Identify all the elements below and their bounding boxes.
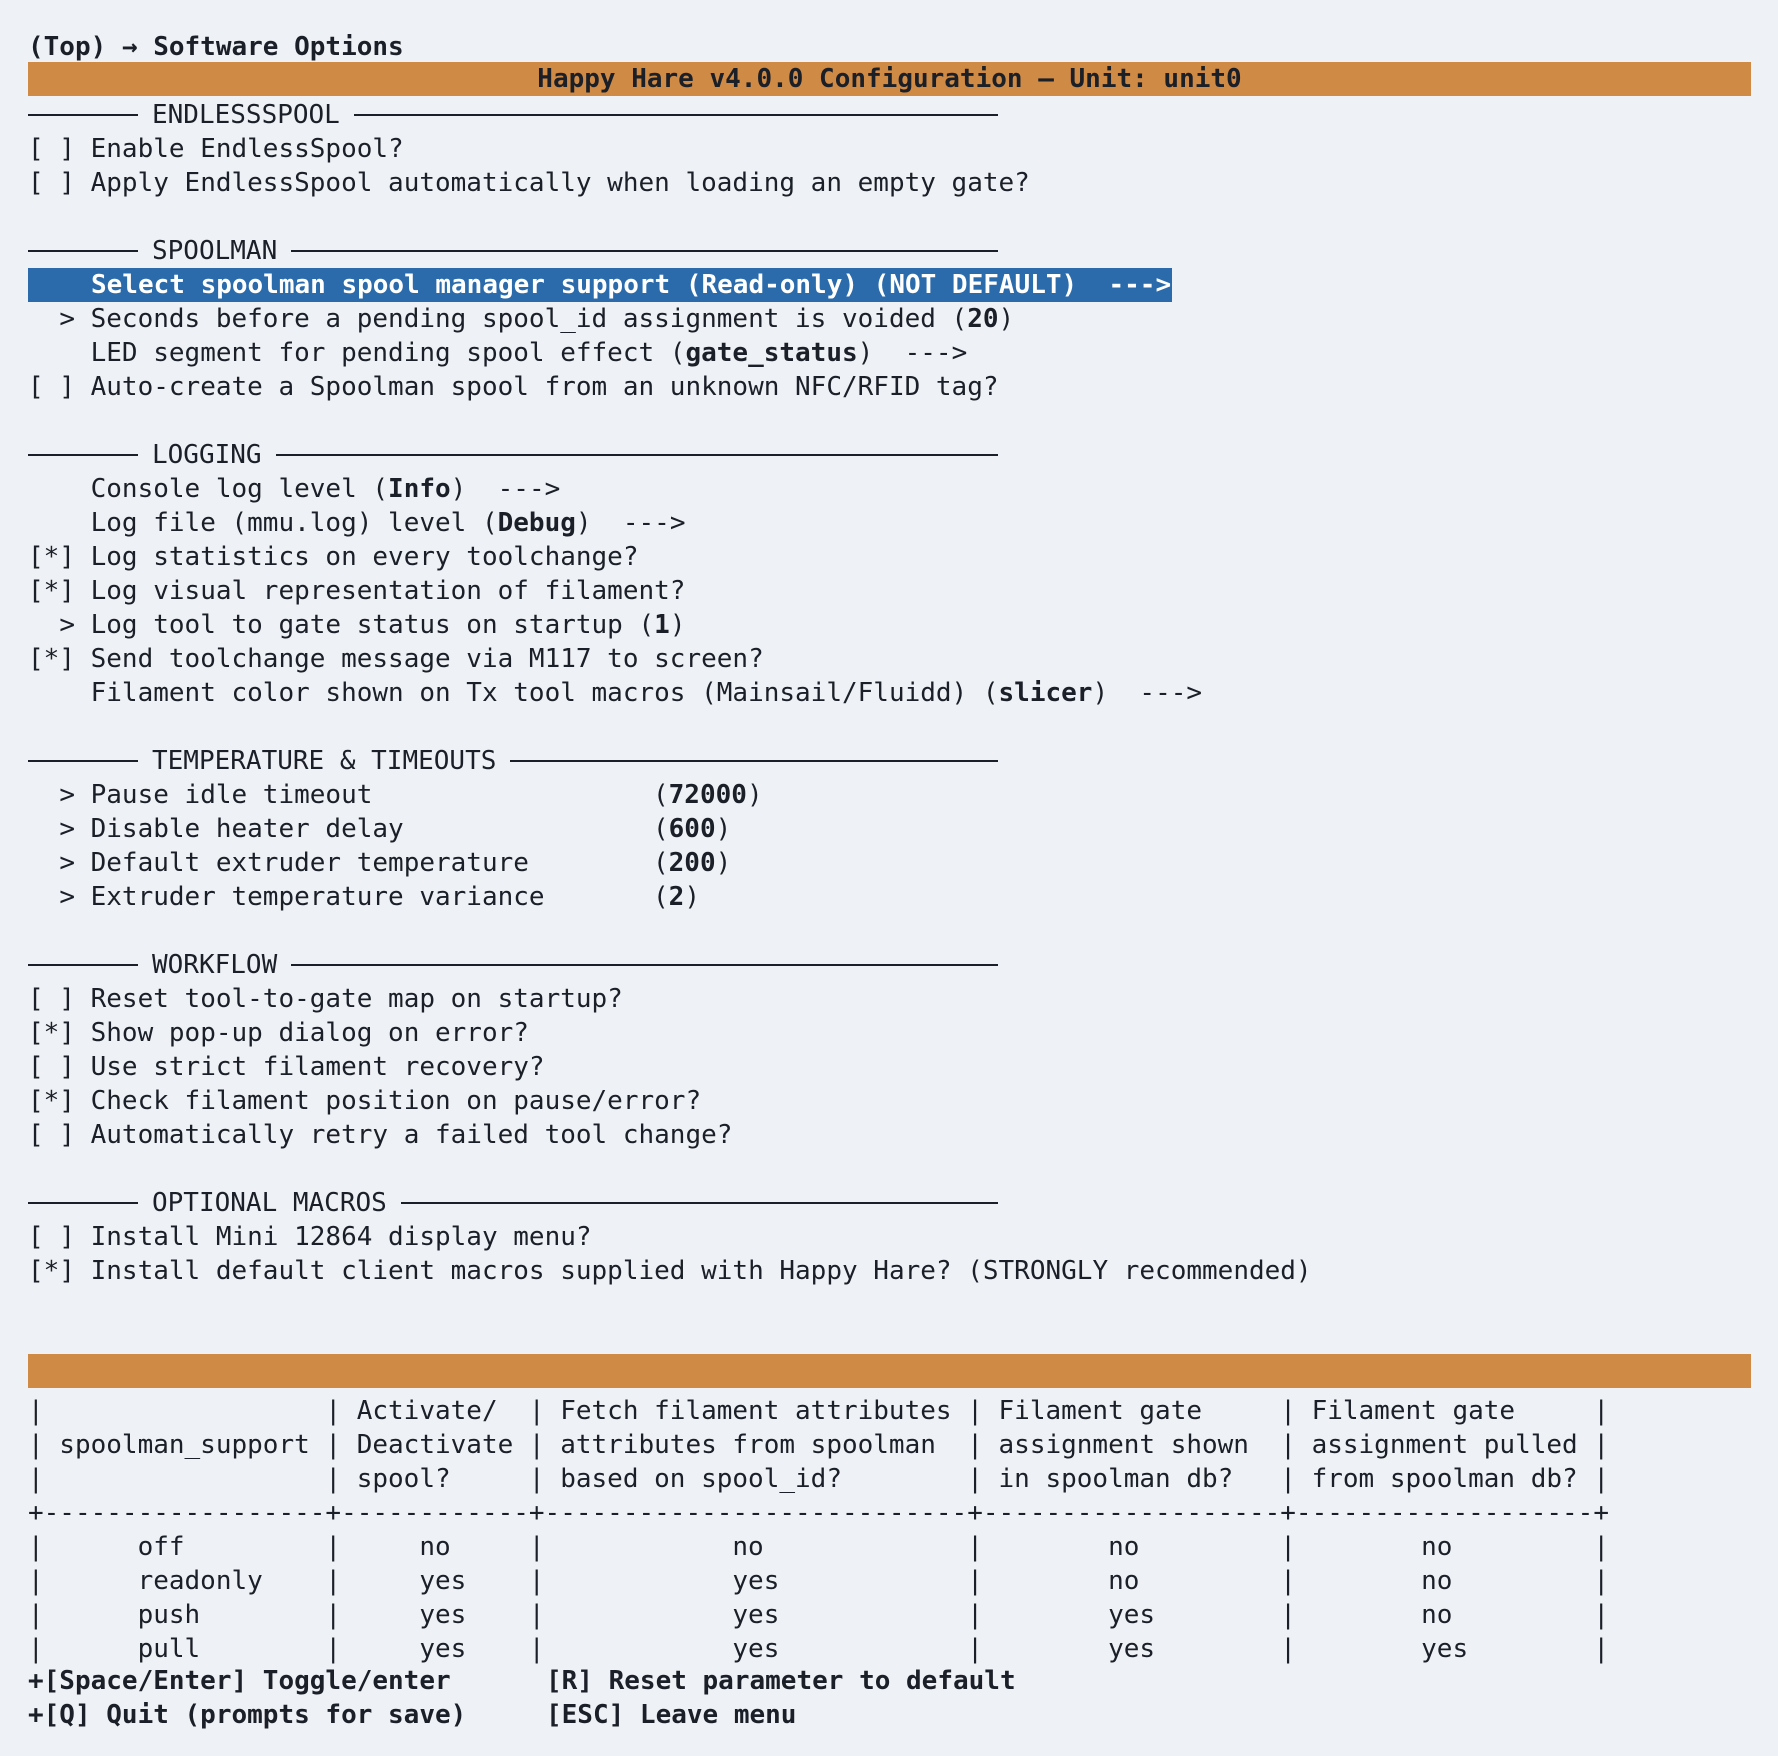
checkbox[interactable]: [ ] bbox=[28, 984, 75, 1014]
option-log-ttg-status[interactable] bbox=[28, 608, 685, 642]
edit-marker: > bbox=[59, 882, 75, 912]
section-title: SPOOLMAN bbox=[152, 236, 278, 266]
section-title: LOGGING bbox=[152, 440, 262, 470]
option-client-macros[interactable] bbox=[28, 1254, 1312, 1288]
option-label: Default extruder temperature bbox=[90, 848, 529, 878]
checkbox[interactable]: [ ] bbox=[28, 1052, 75, 1082]
paren-close: ) bbox=[575, 508, 592, 538]
section-optional-macros bbox=[28, 1186, 998, 1220]
section-title: ENDLESSSPOOL bbox=[152, 100, 340, 130]
section-rule bbox=[276, 454, 998, 456]
submenu-arrow: ---> bbox=[622, 508, 686, 538]
help-table-row: | pull | yes | yes | yes | yes | bbox=[28, 1634, 1609, 1664]
help-table-header-line: | spoolman_support | Deactivate | attributes from spoolman | assignment shown | assignment pulled | bbox=[28, 1430, 1609, 1460]
key-hint-esc: [ESC] Leave menu bbox=[546, 1700, 797, 1730]
key-hint-toggle: +[Space/Enter] Toggle/enter bbox=[28, 1666, 451, 1696]
option-label: Seconds before a pending spool_id assignment is voided ( bbox=[90, 304, 968, 334]
option-value: 1 bbox=[654, 610, 670, 640]
option-value: 200 bbox=[668, 848, 716, 878]
option-enable-endlessspool[interactable] bbox=[28, 132, 404, 166]
option-mini12864-menu[interactable] bbox=[28, 1220, 592, 1254]
option-label: Disable heater delay bbox=[90, 814, 404, 844]
option-label: Select spoolman spool manager support (Read-only) (NOT DEFAULT) bbox=[91, 270, 1078, 300]
option-auto-create-spool[interactable] bbox=[28, 370, 999, 404]
section-rule bbox=[28, 1202, 138, 1204]
option-led-segment[interactable] bbox=[28, 336, 967, 370]
help-table-row: | off | no | no | no | no | bbox=[28, 1532, 1609, 1562]
section-rule bbox=[28, 964, 138, 966]
checkbox[interactable]: [ ] bbox=[28, 168, 75, 198]
checkbox[interactable]: [*] bbox=[28, 1086, 75, 1116]
section-rule bbox=[510, 760, 998, 762]
config-banner: Happy Hare v4.0.0 Configuration — Unit: unit0 bbox=[28, 62, 1751, 96]
section-rule bbox=[401, 1202, 998, 1204]
submenu-arrow: ---> bbox=[1108, 270, 1172, 300]
option-log-visual[interactable] bbox=[28, 574, 685, 608]
section-rule bbox=[291, 250, 998, 252]
section-temperature bbox=[28, 744, 998, 778]
edit-marker: > bbox=[59, 304, 75, 334]
option-retry-tool-change[interactable] bbox=[28, 1118, 732, 1152]
option-value: 20 bbox=[967, 304, 999, 334]
help-table-header-line: | | Activate/ | Fetch filament attributes | Filament gate | Filament gate | bbox=[28, 1396, 1609, 1426]
section-logging bbox=[28, 438, 998, 472]
option-label: Install Mini 12864 display menu? bbox=[90, 1222, 592, 1252]
option-logfile-level[interactable] bbox=[28, 506, 686, 540]
checkbox[interactable]: [ ] bbox=[28, 1120, 75, 1150]
help-table-row: | push | yes | yes | yes | no | bbox=[28, 1600, 1609, 1630]
option-label: Auto-create a Spoolman spool from an unknown NFC/RFID tag? bbox=[90, 372, 999, 402]
edit-marker: > bbox=[59, 848, 75, 878]
option-value: 600 bbox=[668, 814, 716, 844]
option-label: Log file (mmu.log) level ( bbox=[90, 508, 498, 538]
section-title: TEMPERATURE & TIMEOUTS bbox=[152, 746, 497, 776]
help-table-header-line: | | spool? | based on spool_id? | in spoolman db? | from spoolman db? | bbox=[28, 1464, 1609, 1494]
key-hint-quit: +[Q] Quit (prompts for save) bbox=[28, 1700, 467, 1730]
section-endlessspool bbox=[28, 98, 998, 132]
section-rule bbox=[28, 760, 138, 762]
key-hint-reset: [R] Reset parameter to default bbox=[546, 1666, 1016, 1696]
option-label: Check filament position on pause/error? bbox=[90, 1086, 702, 1116]
section-rule bbox=[28, 454, 138, 456]
option-pending-spool-seconds[interactable] bbox=[28, 302, 1014, 336]
option-label: Log tool to gate status on startup ( bbox=[90, 610, 655, 640]
edit-marker: > bbox=[59, 814, 75, 844]
option-spoolman-support-selected[interactable] bbox=[28, 268, 1172, 302]
section-workflow bbox=[28, 948, 998, 982]
option-label: Reset tool-to-gate map on startup? bbox=[90, 984, 623, 1014]
option-label: Show pop-up dialog on error? bbox=[90, 1018, 529, 1048]
help-table-row: | readonly | yes | yes | no | no | bbox=[28, 1566, 1609, 1596]
option-value: Debug bbox=[497, 508, 576, 538]
section-rule bbox=[354, 114, 998, 116]
option-value: Info bbox=[388, 474, 451, 504]
option-default-extruder-temp[interactable]: > Default extruder temperature (200) bbox=[59, 848, 732, 878]
submenu-arrow: ---> bbox=[904, 338, 968, 368]
checkbox[interactable]: [*] bbox=[28, 542, 75, 572]
help-table-separator: +------------------+------------+---------------------------+-------------------+-------------------+ bbox=[28, 1498, 1609, 1528]
option-label: Send toolchange message via M117 to screen? bbox=[90, 644, 764, 674]
paren-close: ) bbox=[450, 474, 467, 504]
submenu-arrow: ---> bbox=[497, 474, 561, 504]
option-label: Filament color shown on Tx tool macros (Mainsail/Fluidd) ( bbox=[90, 678, 999, 708]
option-label: Automatically retry a failed tool change? bbox=[90, 1120, 733, 1150]
paren-close: ) bbox=[998, 304, 1015, 334]
option-filament-color[interactable] bbox=[28, 676, 1202, 710]
option-value: 72000 bbox=[668, 780, 747, 810]
help-divider-bar bbox=[28, 1354, 1751, 1388]
option-label: Log statistics on every toolchange? bbox=[90, 542, 639, 572]
paren-close: ) bbox=[669, 610, 686, 640]
breadcrumb: (Top) → Software Options bbox=[28, 32, 404, 62]
edit-marker: > bbox=[59, 610, 75, 640]
section-title: OPTIONAL MACROS bbox=[152, 1188, 387, 1218]
option-disable-heater-delay[interactable]: > Disable heater delay (600) bbox=[59, 814, 732, 844]
option-label: Log visual representation of filament? bbox=[90, 576, 686, 606]
option-strict-recovery[interactable] bbox=[28, 1050, 545, 1084]
paren-close: ) bbox=[857, 338, 874, 368]
option-value: 2 bbox=[668, 882, 685, 912]
section-spoolman bbox=[28, 234, 998, 268]
checkbox[interactable]: [ ] bbox=[28, 372, 75, 402]
checkbox[interactable]: [*] bbox=[28, 576, 75, 606]
option-extruder-temp-variance[interactable]: > Extruder temperature variance (2) bbox=[59, 882, 700, 912]
edit-marker: > bbox=[59, 780, 75, 810]
option-pause-idle-timeout[interactable]: > Pause idle timeout (72000) bbox=[59, 780, 763, 810]
option-reset-ttg-map[interactable] bbox=[28, 982, 623, 1016]
checkbox[interactable]: [*] bbox=[28, 644, 75, 674]
option-label: Extruder temperature variance bbox=[90, 882, 545, 912]
section-rule bbox=[291, 964, 998, 966]
checkbox[interactable]: [ ] bbox=[28, 1222, 75, 1252]
section-rule bbox=[28, 250, 138, 252]
paren-close: ) bbox=[1092, 678, 1109, 708]
option-label: Pause idle timeout bbox=[90, 780, 373, 810]
option-label: LED segment for pending spool effect ( bbox=[90, 338, 686, 368]
option-label: Console log level ( bbox=[90, 474, 389, 504]
option-check-filament-position[interactable] bbox=[28, 1084, 701, 1118]
section-rule bbox=[28, 114, 138, 116]
option-value: slicer bbox=[998, 678, 1093, 708]
option-label: Install default client macros supplied with Happy Hare? (STRONGLY recommended) bbox=[90, 1256, 1312, 1286]
submenu-arrow: ---> bbox=[1139, 678, 1203, 708]
option-log-statistics[interactable] bbox=[28, 540, 639, 574]
option-label: Enable EndlessSpool? bbox=[90, 134, 404, 164]
checkbox[interactable]: [*] bbox=[28, 1256, 75, 1286]
checkbox[interactable]: [ ] bbox=[28, 134, 75, 164]
section-title: WORKFLOW bbox=[152, 950, 278, 980]
checkbox[interactable]: [*] bbox=[28, 1018, 75, 1048]
option-popup-dialog[interactable] bbox=[28, 1016, 529, 1050]
option-label: Apply EndlessSpool automatically when loading an empty gate? bbox=[90, 168, 1030, 198]
option-value: gate_status bbox=[685, 338, 858, 368]
option-console-log-level[interactable] bbox=[28, 472, 560, 506]
option-m117-message[interactable] bbox=[28, 642, 764, 676]
option-apply-endlessspool[interactable] bbox=[28, 166, 1030, 200]
option-label: Use strict filament recovery? bbox=[90, 1052, 545, 1082]
